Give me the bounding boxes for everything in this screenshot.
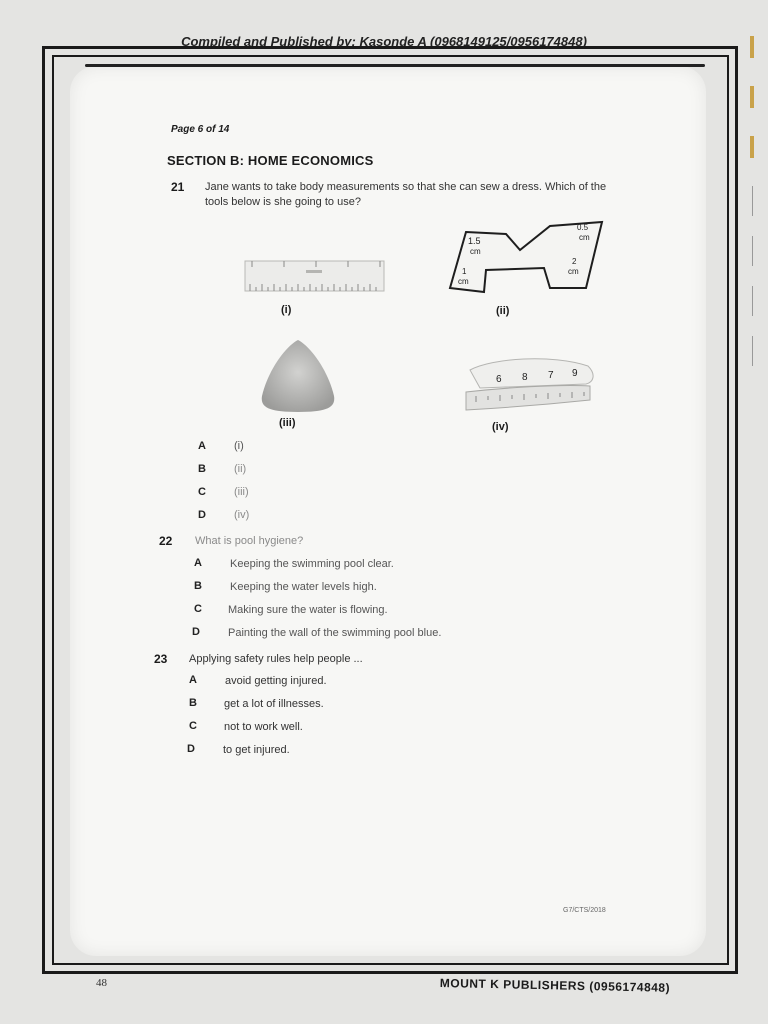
option-letter: C [189,720,197,732]
option-letter: B [189,697,197,709]
image-caption: (iv) [492,421,509,433]
option-text: Making sure the water is flowing. [228,604,388,616]
edge-mark [752,186,753,216]
gauge-label: cm [458,277,469,286]
option-letter: B [194,580,202,592]
footer-page-number: 48 [96,977,107,989]
edge-mark [750,36,754,58]
option-text: get a lot of illnesses. [224,698,324,710]
question-text: What is pool hygiene? [195,535,304,547]
edge-mark [750,86,754,108]
gauge-label: 1 [462,267,467,276]
option-text: (iii) [234,486,249,498]
page-label: Page 6 of 14 [171,124,230,135]
image-caption: (i) [281,304,292,316]
header-credit: Compiled and Published by: Kasonde A (0968149125/0956174848) [181,34,587,49]
tape-number: 7 [548,370,554,381]
option-text: not to work well. [224,721,303,733]
option-letter: D [192,626,200,638]
option-text: (i) [234,440,244,452]
gauge-label: cm [579,233,590,242]
tape-measure-icon [462,352,600,416]
question-number: 21 [171,180,185,194]
gauge-label: cm [470,247,481,256]
option-letter: C [198,486,206,498]
image-caption: (iii) [279,417,296,429]
exam-code: G7/CTS/2018 [563,907,606,914]
section-title: SECTION B: HOME ECONOMICS [167,153,374,168]
option-letter: B [198,463,206,475]
edge-mark [752,236,753,266]
gauge-label: cm [568,267,579,276]
tape-number: 8 [522,372,528,383]
option-text: to get injured. [223,744,290,756]
tailors-chalk-icon [256,336,340,414]
question-number: 22 [159,534,173,548]
edge-mark [750,136,754,158]
option-text: Painting the wall of the swimming pool blue. [228,627,442,639]
option-text: Keeping the swimming pool clear. [230,558,394,570]
gauge-label: 2 [572,257,577,266]
option-text: (iv) [234,509,250,521]
option-letter: D [187,743,195,755]
edge-mark [752,286,753,316]
question-number: 23 [154,652,168,666]
gauge-label: 1.5 [468,236,481,246]
image-caption: (ii) [496,305,510,317]
option-text: Keeping the water levels high. [230,581,377,593]
question-text: Applying safety rules help people ... [189,653,363,665]
footer-publisher: MOUNT K PUBLISHERS (0956174848) [439,976,671,995]
tape-number: 9 [572,368,578,379]
option-letter: D [198,509,206,521]
option-letter: C [194,603,202,615]
gauge-label: 0.5 [577,223,589,232]
edge-mark [752,336,753,366]
option-letter: A [198,440,206,452]
ruler-icon [244,258,386,294]
option-letter: A [189,674,197,686]
option-text: avoid getting injured. [225,675,327,687]
tape-number: 6 [496,374,502,385]
question-text: Jane wants to take body measurements so that she can sew a dress. Which of the tools below is she going to use? [205,181,607,208]
seam-gauge-icon [446,218,606,296]
option-letter: A [194,557,202,569]
option-text: (ii) [234,463,247,475]
sheet-top-line [85,64,705,67]
